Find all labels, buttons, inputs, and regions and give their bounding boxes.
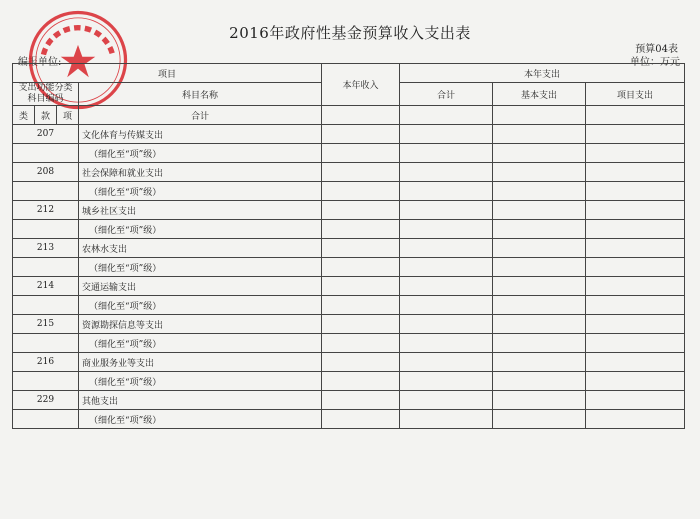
row-code: 216 — [13, 353, 79, 372]
row-name: 交通运输支出 — [79, 277, 322, 296]
row-code — [13, 220, 79, 239]
table-row — [13, 220, 685, 239]
amount-cell — [400, 163, 493, 182]
org-label: 编报单位: — [18, 57, 62, 68]
table-row — [13, 258, 685, 277]
amount-cell — [400, 201, 493, 220]
amount-cell — [493, 334, 586, 353]
form-code: 预算04表 — [635, 44, 678, 55]
row-code — [13, 334, 79, 353]
amount-cell — [322, 239, 400, 258]
amount-cell — [400, 296, 493, 315]
amount-cell — [493, 144, 586, 163]
amount-cell — [322, 296, 400, 315]
amount-cell — [586, 144, 685, 163]
table-row — [13, 391, 685, 410]
row-name: （细化至“项”级） — [79, 182, 322, 201]
amount-cell — [400, 410, 493, 429]
table-row — [13, 201, 685, 220]
amount-cell — [322, 334, 400, 353]
amount-cell — [400, 334, 493, 353]
amount-cell — [586, 410, 685, 429]
amount-cell — [586, 163, 685, 182]
unit-label: 单位：万元 — [630, 57, 680, 68]
table-row — [13, 144, 685, 163]
amount-cell — [493, 163, 586, 182]
amount-cell — [322, 220, 400, 239]
header-exp-project: 项目支出 — [586, 83, 685, 106]
row-name: 社会保障和就业支出 — [79, 163, 322, 182]
amount-cell — [493, 296, 586, 315]
amount-cell — [400, 372, 493, 391]
row-code — [13, 258, 79, 277]
row-code — [13, 410, 79, 429]
header-func-class-label: 支出功能分类 — [18, 83, 73, 93]
table-row — [13, 334, 685, 353]
amount-cell — [493, 258, 586, 277]
amount-cell — [400, 125, 493, 144]
amount-cell — [400, 144, 493, 163]
row-code: 212 — [13, 201, 79, 220]
row-code — [13, 144, 79, 163]
amount-cell — [493, 315, 586, 334]
amount-cell — [586, 296, 685, 315]
row-code — [13, 372, 79, 391]
header-kuan: 款 — [35, 106, 57, 125]
amount-cell — [586, 372, 685, 391]
header-total: 合计 — [79, 106, 322, 125]
row-name: （细化至“项”级） — [79, 220, 322, 239]
amount-cell — [586, 182, 685, 201]
table-row — [13, 353, 685, 372]
row-code: 215 — [13, 315, 79, 334]
amount-cell — [586, 220, 685, 239]
amount-cell — [400, 182, 493, 201]
amount-cell — [586, 239, 685, 258]
amount-cell — [400, 239, 493, 258]
amount-cell — [322, 163, 400, 182]
table-row — [13, 410, 685, 429]
amount-cell — [493, 391, 586, 410]
row-name: （细化至“项”级） — [79, 296, 322, 315]
row-name: 资源勘探信息等支出 — [79, 315, 322, 334]
amount-cell — [322, 353, 400, 372]
page-title: 2016年政府性基金预算收入支出表 — [229, 24, 471, 42]
table-row — [13, 182, 685, 201]
row-name: （细化至“项”级） — [79, 372, 322, 391]
header-income: 本年收入 — [322, 64, 400, 106]
header-exp-basic: 基本支出 — [493, 83, 586, 106]
table-row — [13, 277, 685, 296]
header-expense: 本年支出 — [400, 64, 685, 83]
amount-cell — [493, 239, 586, 258]
table-row — [13, 315, 685, 334]
amount-cell — [493, 410, 586, 429]
amount-cell — [493, 201, 586, 220]
row-name: 农林水支出 — [79, 239, 322, 258]
table-row — [13, 125, 685, 144]
amount-cell — [493, 125, 586, 144]
amount-cell — [322, 144, 400, 163]
row-name: （细化至“项”级） — [79, 334, 322, 353]
amount-cell — [493, 353, 586, 372]
table-row — [13, 163, 685, 182]
amount-cell — [586, 315, 685, 334]
amount-cell — [586, 334, 685, 353]
row-code: 213 — [13, 239, 79, 258]
row-name: 商业服务业等支出 — [79, 353, 322, 372]
amount-cell — [400, 258, 493, 277]
amount-cell — [586, 353, 685, 372]
amount-cell — [586, 258, 685, 277]
row-code — [13, 296, 79, 315]
table-row — [13, 296, 685, 315]
row-name: 城乡社区支出 — [79, 201, 322, 220]
row-code: 208 — [13, 163, 79, 182]
amount-cell — [322, 315, 400, 334]
table-row — [13, 239, 685, 258]
header-func-class — [13, 83, 79, 106]
amount-cell — [322, 391, 400, 410]
row-name: 其他支出 — [79, 391, 322, 410]
row-code — [13, 182, 79, 201]
amount-cell — [322, 410, 400, 429]
amount-cell — [493, 372, 586, 391]
header-subject-name: 科目名称 — [79, 83, 322, 106]
amount-cell — [400, 315, 493, 334]
header-item: 项目 — [13, 64, 322, 83]
header-exp-total: 合计 — [400, 83, 493, 106]
amount-cell — [493, 220, 586, 239]
row-name: （细化至“项”级） — [79, 144, 322, 163]
header-lei: 类 — [13, 106, 35, 125]
row-name: （细化至“项”级） — [79, 258, 322, 277]
header-xiang: 项 — [57, 106, 79, 125]
amount-cell — [400, 277, 493, 296]
amount-cell — [322, 125, 400, 144]
row-code: 214 — [13, 277, 79, 296]
amount-cell — [586, 277, 685, 296]
amount-cell — [400, 353, 493, 372]
amount-cell — [400, 220, 493, 239]
amount-cell — [322, 258, 400, 277]
amount-cell — [400, 391, 493, 410]
amount-cell — [322, 182, 400, 201]
amount-cell — [493, 182, 586, 201]
amount-cell — [322, 277, 400, 296]
amount-cell — [586, 201, 685, 220]
amount-cell — [586, 125, 685, 144]
table-row — [13, 372, 685, 391]
header-func-code-label: 科目编码 — [27, 94, 64, 104]
row-code: 229 — [13, 391, 79, 410]
budget-table — [12, 63, 685, 429]
row-name: （细化至“项”级） — [79, 410, 322, 429]
row-name: 文化体育与传媒支出 — [79, 125, 322, 144]
row-code: 207 — [13, 125, 79, 144]
amount-cell — [322, 201, 400, 220]
amount-cell — [322, 372, 400, 391]
amount-cell — [493, 277, 586, 296]
amount-cell — [586, 391, 685, 410]
